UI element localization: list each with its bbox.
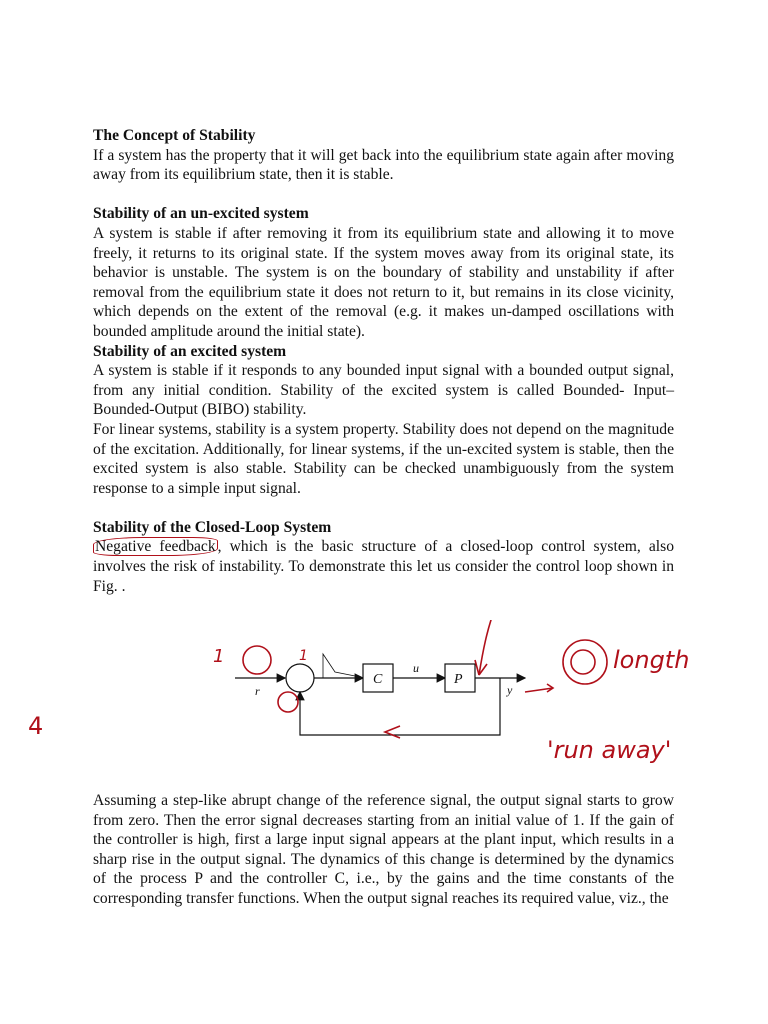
- annotation-length: longth: [613, 646, 690, 674]
- plant-label: P: [454, 672, 463, 687]
- paragraph-excited-2: For linear systems, stability is a system property. Stability does not depend on the magnitude of the excitation. Additionally, for linear systems, if the un-excited system is stable, then the excited system is also stable. Stability can be checked unambiguously from the system response to a simple input signal.: [93, 420, 674, 497]
- control-loop-svg: [195, 620, 755, 800]
- negative-feedback-phrase: Negative feedback: [95, 538, 216, 556]
- paragraph-concept: If a system has the property that it will get back into the equilibrium state again after moving away from its equilibrium state, then it is stable.: [93, 146, 674, 184]
- document-body: [93, 126, 674, 596]
- red-annotations: [243, 620, 607, 738]
- paragraph-unexcited: A system is stable if after removing it from its equilibrium state and allowing it to move freely, it returns to its original state. If the system moves away from its original state, its behavior is unstable. The system is on the boundary of stability and unstability if after removal from the equilibrium state it does not return to it, but remains in its close vicinity, which depends on the extent of the removal (e.g. it makes un-damped oscillations with bounded amplitude around the initial state).: [93, 224, 674, 340]
- margin-annotation: 4: [28, 712, 44, 740]
- annotation-run-away: 'run away': [547, 736, 672, 764]
- closed-loop-intro-rest: , which is the basic structure of a closed-loop control system, also involves the risk of instability. To demonstrate this let us consider the control loop shown in Fig. .: [93, 538, 674, 595]
- paragraph-excited-1: A system is stable if it responds to any bounded input signal with a bounded output signal, from any initial condition. Stability of the excited system is called Bounded- Input–Bounded-Output (BIBO) stability.: [93, 362, 674, 419]
- annotation-one-small: 1: [299, 648, 308, 664]
- paragraph-step-response: Assuming a step-like abrupt change of the reference signal, the output signal starts to grow from zero. Then the error signal decreases starting from an initial value of 1. If the gain of the controller is high, first a large input signal appears at the plant input, which results in a sharp rise in the output signal. The dynamics of this change is determined by the dynamics of the process P and the controller C, i.e., by the gains and the time constants of the corresponding transfer functions. When the output signal reaches its required value, viz., the: [93, 792, 674, 907]
- heading-excited-system: Stability of an excited system: [93, 342, 287, 360]
- label-u: u: [413, 661, 419, 675]
- step-sketch: [323, 654, 355, 678]
- label-r: r: [255, 684, 260, 698]
- heading-closed-loop: Stability of the Closed-Loop System: [93, 518, 332, 536]
- paragraph-closed-loop: [93, 537, 674, 596]
- control-loop-diagram: [195, 620, 755, 800]
- heading-unexcited-system: Stability of an un-excited system: [93, 205, 309, 223]
- lower-text: [93, 791, 674, 909]
- label-y: y: [507, 683, 513, 697]
- summing-junction: [286, 664, 314, 692]
- annotation-one-left: 1: [213, 646, 225, 667]
- heading-concept-of-stability: The Concept of Stability: [93, 127, 256, 144]
- controller-label: C: [373, 672, 383, 687]
